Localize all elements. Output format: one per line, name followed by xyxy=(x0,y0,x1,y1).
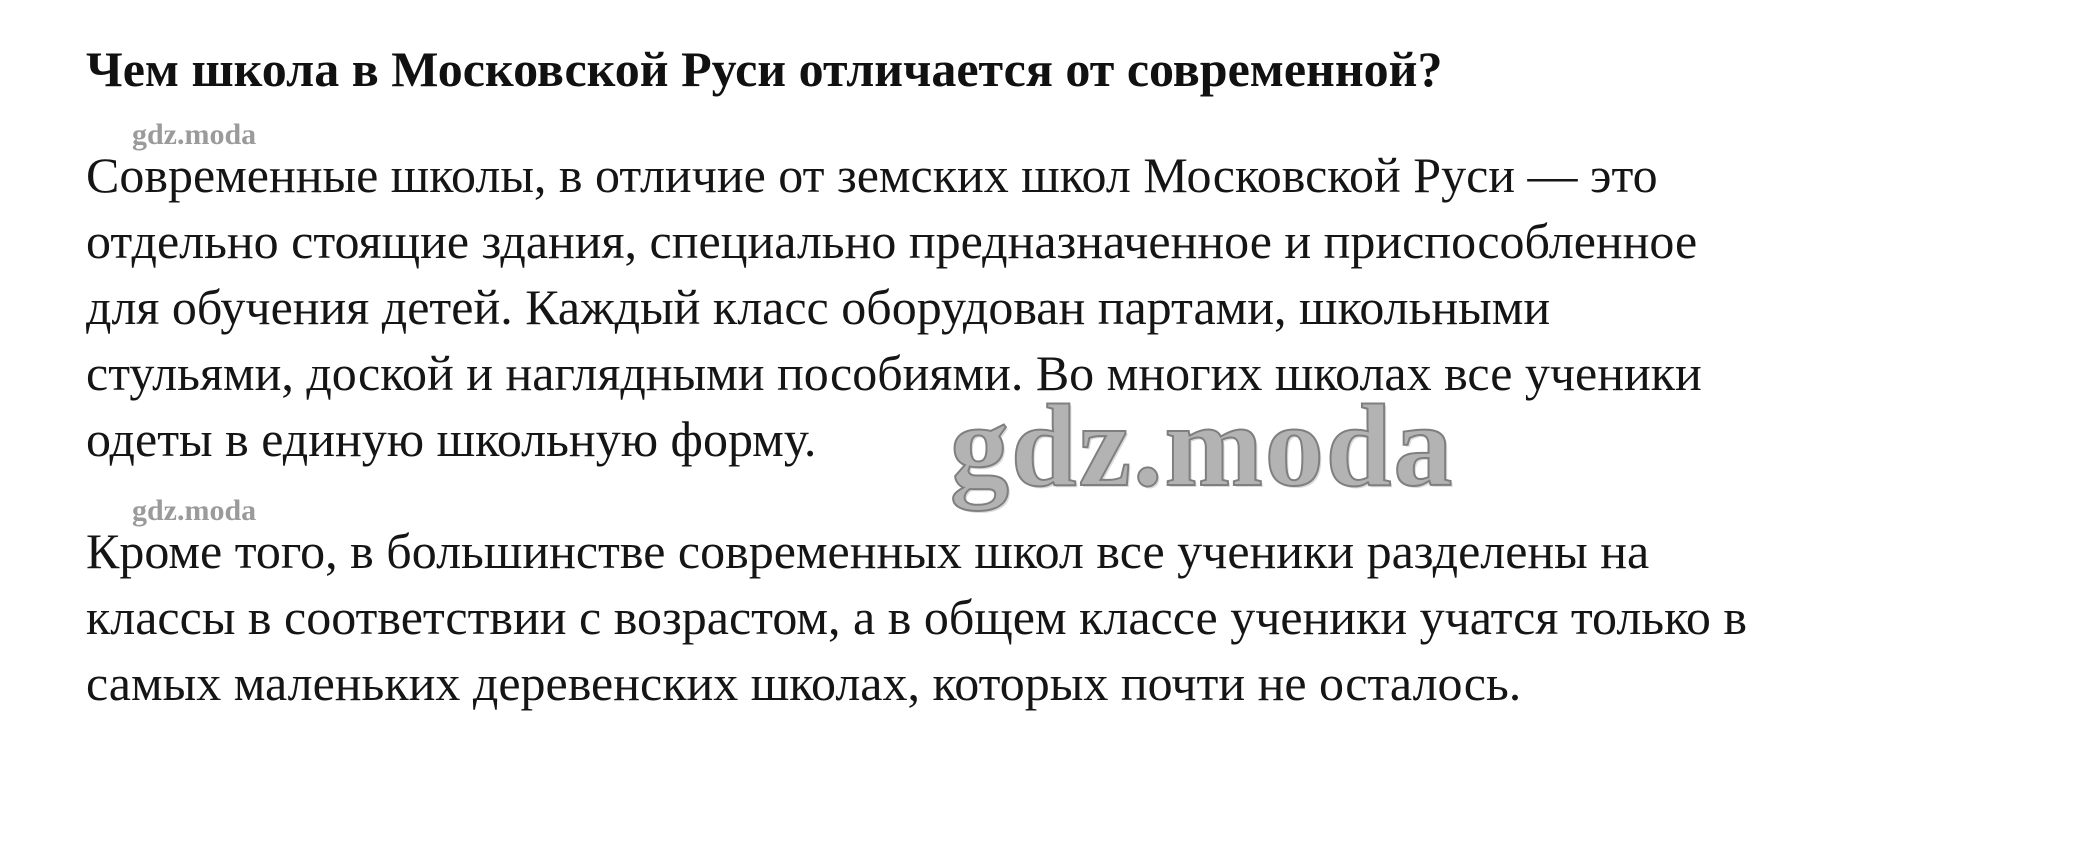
paragraph-line: классы в соответствии с возрастом, а в общем классе ученики учатся только в xyxy=(86,589,1747,645)
paragraph-line: Кроме того, в большинстве современных школ все ученики разделены на xyxy=(86,523,1650,579)
paragraph-line: для обучения детей. Каждый класс оборудован партами, школьными xyxy=(86,279,1551,335)
watermark-small-middle: gdz.moda xyxy=(132,494,257,527)
paragraph-line: одеты в единую школьную форму. xyxy=(86,411,817,467)
paragraph-line: отдельно стоящие здания, специально предназначенное и приспособленное xyxy=(86,213,1698,269)
paragraph-line: стульями, доской и наглядными пособиями. Во многих школах все ученики xyxy=(86,345,1702,401)
paragraph-line: самых маленьких деревенских школах, которых почти не осталось. xyxy=(86,655,1522,711)
watermark-small-top: gdz.moda xyxy=(132,118,257,151)
watermark-large: gdz.moda xyxy=(950,380,1455,511)
answer-paragraph-2 xyxy=(86,518,2076,716)
paragraph-line: Современные школы, в отличие от земских школ Московской Руси — это xyxy=(86,147,1658,203)
question-heading: Чем школа в Московской Руси отличается от современной? xyxy=(86,41,1443,97)
